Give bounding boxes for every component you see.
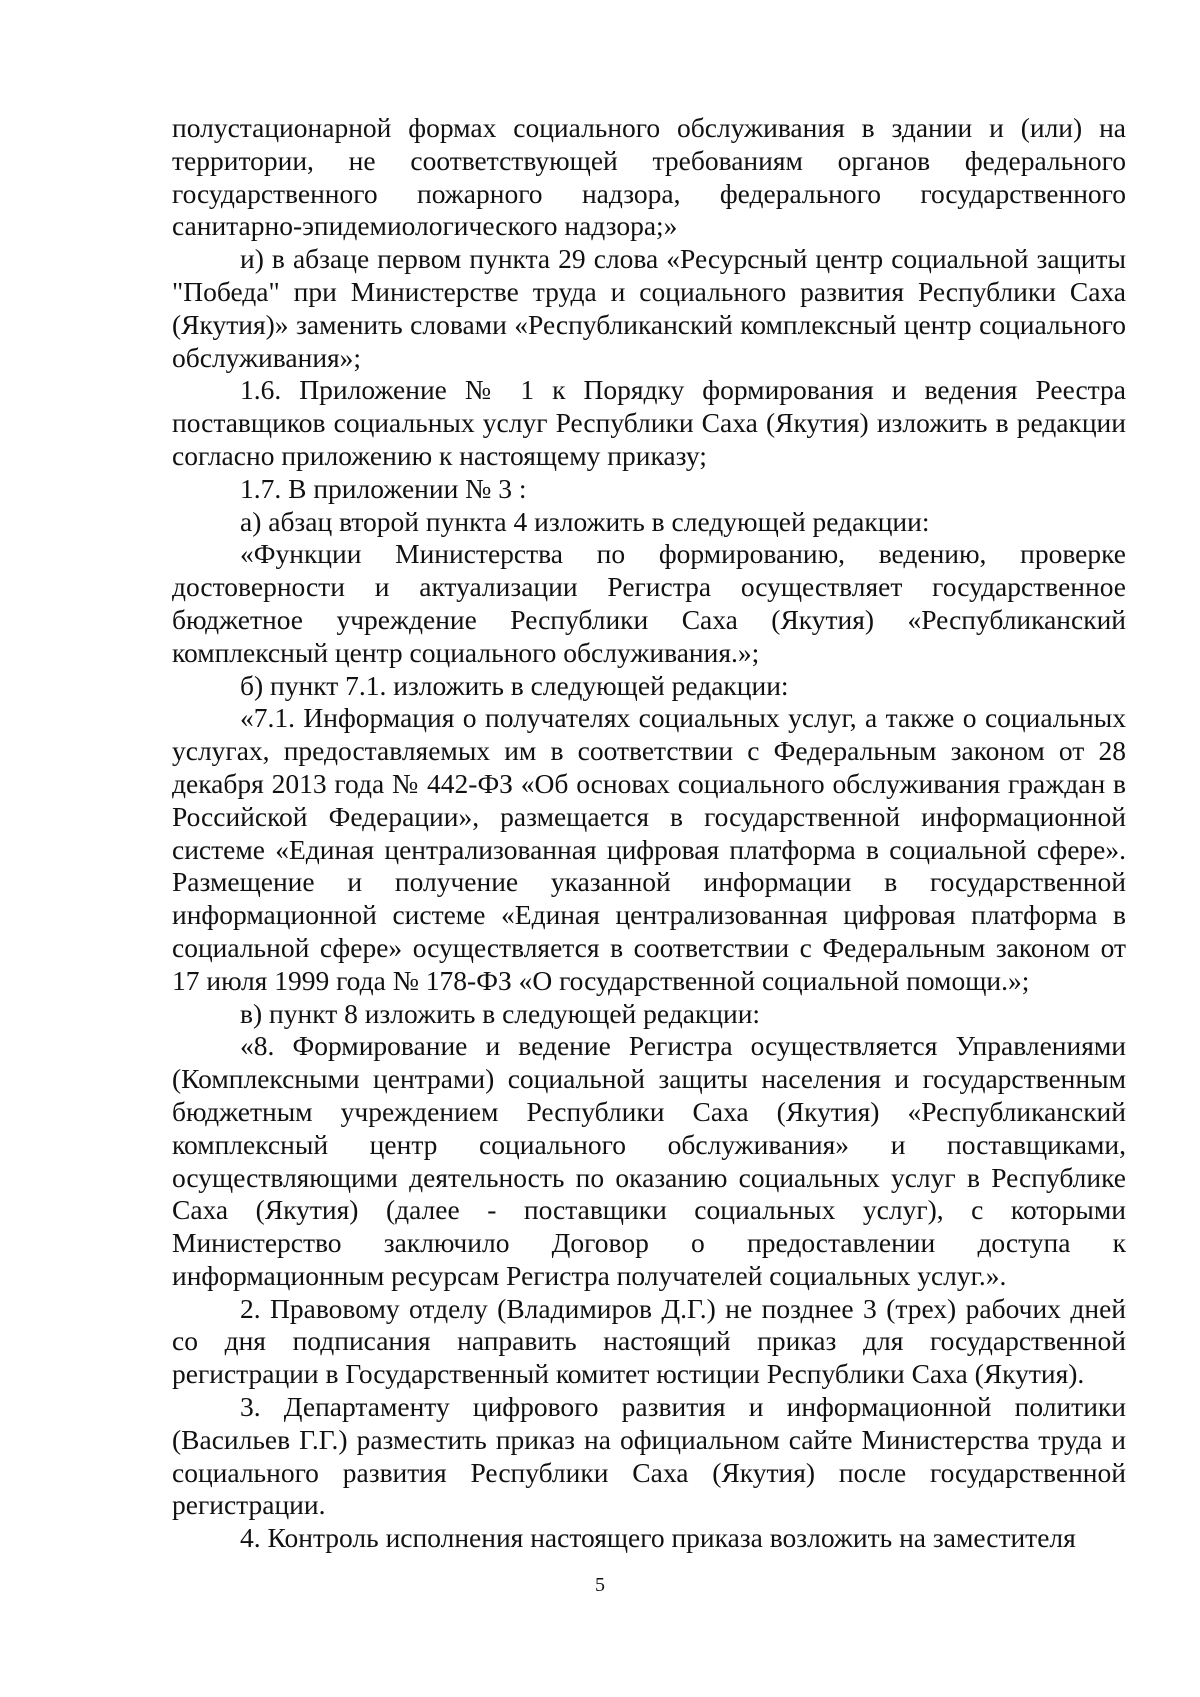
paragraph-item-a: а) абзац второй пункта 4 изложить в следующей редакции:: [240, 505, 930, 537]
page-number: 5: [595, 1574, 605, 1596]
paragraph-3: 3. Департаменту цифрового развития и информационной политики (Васильев Г.Г.) разместить приказ на официальном сайте Министерства труда и социального развития Республики Саха (Якутия) после государственной регистрации.: [172, 1391, 1126, 1521]
paragraph-1-7: 1.7. В приложении № 3 :: [240, 472, 527, 504]
paragraph-functions-quote: «Функции Министерства по формированию, ведению, проверке достоверности и актуализации Регистра осуществляет государственное бюджетное учреждение Республики Саха (Якутия) «Республиканский комплексный центр социального обслуживания.»;: [172, 538, 1126, 668]
paragraph-item-i: и) в абзаце первом пункта 29 слова «Ресурсный центр социальной защиты "Победа" при Министерстве труда и социального развития Республики Саха (Якутия)» заменить словами «Республиканский комплексный центр социального обслуживания»;: [172, 243, 1126, 373]
paragraph-4: 4. Контроль исполнения настоящего приказа возложить на заместителя: [240, 1522, 1076, 1554]
paragraph-2: 2. Правовому отделу (Владимиров Д.Г.) не позднее 3 (трех) рабочих дней со дня подписания направить настоящий приказ для государственной регистрации в Государственный комитет юстиции Республики Саха (Якутия).: [172, 1292, 1126, 1390]
document-body: [172, 112, 1126, 1555]
paragraph-1-6: 1.6. Приложение № 1 к Порядку формирования и ведения Реестра поставщиков социальных услуг Республики Саха (Якутия) изложить в редакции согласно приложению к настоящему приказу;: [172, 374, 1126, 471]
paragraph-item-v: в) пункт 8 изложить в следующей редакции:: [240, 997, 761, 1029]
paragraph-continuation: полустационарной формах социального обслуживания в здании и (или) на территории, не соответствующей требованиям органов федерального государственного пожарного надзора, федерального государственного санитарно-эпидемиологического надзора;»: [172, 112, 1126, 242]
paragraph-7-1-quote: «7.1. Информация о получателях социальных услуг, а также о социальных услугах, предоставляемых им в соответствии с Федеральным законом от 28 декабря 2013 года № 442-ФЗ «Об основах социального обслуживания граждан в Российской Федерации», размещается в государственной информационной системе «Единая централизованная цифровая платформа в социальной сфере». Размещение и получение указанной информации в государственной информационной системе «Единая централизованная цифровая платформа в социальной сфере» осуществляется в соответствии с Федеральным законом от 17 июля 1999 года № 178-ФЗ «О государственной социальной помощи.»;: [172, 702, 1126, 996]
paragraph-8-quote: «8. Формирование и ведение Регистра осуществляется Управлениями (Комплексными центрами) социальной защиты населения и государственным бюджетным учреждением Республики Саха (Якутия) «Республиканский комплексный центр социального обслуживания» и поставщиками, осуществляющими деятельность по оказанию социальных услуг в Республике Саха (Якутия) (далее - поставщики социальных услуг), с которыми Министерство заключило Договор о предоставлении доступа к информационным ресурсам Регистра получателей социальных услуг.».: [172, 1030, 1126, 1291]
paragraph-item-b: б) пункт 7.1. изложить в следующей редакции:: [240, 669, 789, 701]
